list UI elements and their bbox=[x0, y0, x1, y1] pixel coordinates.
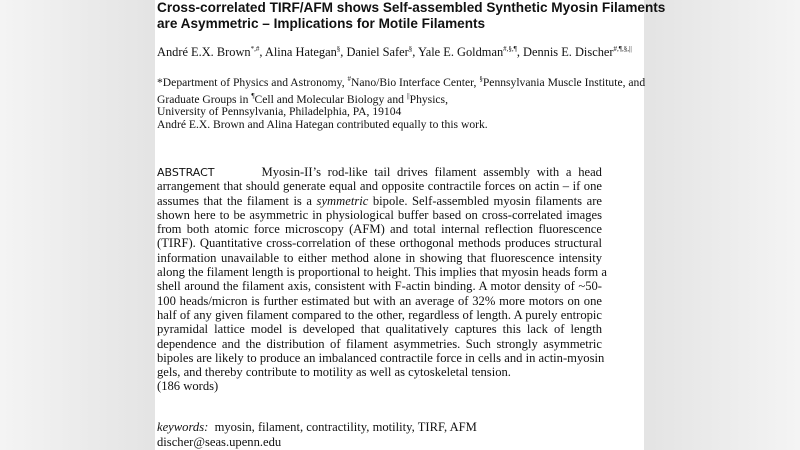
abstract-line: shell around the filament axis, consistent with F-actin binding. A motor density of ~50- bbox=[157, 279, 602, 294]
keywords-label: keywords: bbox=[157, 420, 209, 434]
paper-title bbox=[157, 0, 665, 32]
keywords-values: myosin, filament, contractility, motility, TIRF, AFM bbox=[214, 420, 477, 434]
author-name: Daniel Safer bbox=[346, 45, 409, 59]
abstract-line: arrangement that should generate equal and opposite contractile forces on actin – if one bbox=[157, 179, 602, 194]
abstract-text: assumes that the filament is a bbox=[157, 193, 317, 208]
contribution-note: André E.X. Brown and Alina Hategan contributed equally to this work. bbox=[157, 117, 488, 131]
abstract-line: shown here to be asymmetric in physiological buffer based on cross-correlated images bbox=[157, 207, 602, 222]
title-line-1: Cross-correlated TIRF/AFM shows Self-assembled Synthetic Myosin Filaments bbox=[157, 0, 666, 15]
keywords bbox=[157, 420, 477, 435]
abstract-line bbox=[157, 165, 602, 179]
abstract-line: along the filament length is proportional to height. This implies that myosin heads form a bbox=[157, 265, 607, 280]
mark: # bbox=[347, 75, 352, 83]
abstract-line: dependence and the distribution of filament asymmetries. Such strongly asymmetric bbox=[157, 336, 602, 351]
affiliation-text: Nano/Bio Interface Center, bbox=[351, 76, 480, 89]
abstract-line: information unavailable to either method alone in showing that fluorescence intensity bbox=[157, 250, 602, 265]
title-line-2: are Asymmetric – Implications for Motile Filaments bbox=[157, 16, 486, 31]
abstract-text: Myosin-II’s rod-like tail drives filament assembly with a head bbox=[261, 165, 602, 179]
author-name: André E.X. Brown bbox=[157, 45, 251, 59]
abstract bbox=[157, 165, 607, 394]
author-name: Dennis E. Discher bbox=[523, 45, 614, 59]
affiliation-text: Cell and Molecular Biology and bbox=[254, 92, 407, 106]
author-mark: #,¶,§,|| bbox=[613, 45, 632, 53]
abstract-line: from both atomic force microscopy (AFM) and total internal reflection fluorescence bbox=[157, 222, 602, 237]
emphasis: symmetric bbox=[316, 193, 369, 208]
word-count: (186 words) bbox=[157, 379, 219, 394]
abstract-line: gels, and thereby contribute to motility as well as cytoskeletal tension. bbox=[157, 365, 511, 380]
affiliation-line: University of Pennsylvania, Philadelphia, PA, 19104 bbox=[157, 105, 402, 118]
affiliations bbox=[157, 73, 645, 131]
abstract-line: (TIRF). Quantitative cross-correlation of these orthogonal methods produces structural bbox=[157, 236, 602, 251]
affiliation-text: Graduate Groups in bbox=[157, 92, 252, 106]
affiliation-text: Physics, bbox=[409, 92, 448, 106]
abstract-line bbox=[157, 194, 602, 208]
author-mark: *,# bbox=[250, 45, 260, 53]
abstract-line: half of any given filament compared to the other, regardless of length. A purely entropic bbox=[157, 307, 602, 322]
mark: * bbox=[157, 76, 163, 89]
author-mark: § bbox=[336, 45, 341, 53]
abstract-line: 100 heads/micron is further estimated but with an average of 32% more motors on one bbox=[157, 293, 602, 308]
author-mark: § bbox=[408, 45, 413, 53]
affiliation-line bbox=[157, 90, 645, 107]
contact-email[interactable]: discher@seas.upenn.edu bbox=[157, 435, 282, 449]
author-name: Yale E. Goldman bbox=[418, 45, 504, 59]
author-list: André E.X. Brown*,#, Alina Hategan§, Daniel Safer§, Yale E. Goldman#,§,¶, Dennis E. Discher#,¶,§,|| bbox=[157, 45, 632, 59]
affiliation-line bbox=[157, 73, 645, 90]
mark: ¶ bbox=[251, 91, 255, 100]
mark: || bbox=[406, 91, 410, 100]
author-name: Alina Hategan bbox=[264, 45, 337, 59]
abstract-line: pyramidal lattice model is developed that qualitatively captures this lack of length bbox=[157, 322, 602, 337]
author-mark: #,§,¶ bbox=[503, 45, 517, 53]
abstract-heading: ABSTRACT bbox=[157, 166, 215, 179]
mark: § bbox=[479, 75, 483, 83]
abstract-text: bipole. Self-assembled myosin filaments are bbox=[368, 193, 602, 208]
abstract-line: bipoles are likely to produce an imbalanced contractile force in cells and in actin-myosin bbox=[157, 350, 605, 365]
affiliation-text: Department of Physics and Astronomy, bbox=[162, 76, 348, 89]
affiliation-text: Pennsylvania Muscle Institute, and bbox=[482, 76, 646, 89]
